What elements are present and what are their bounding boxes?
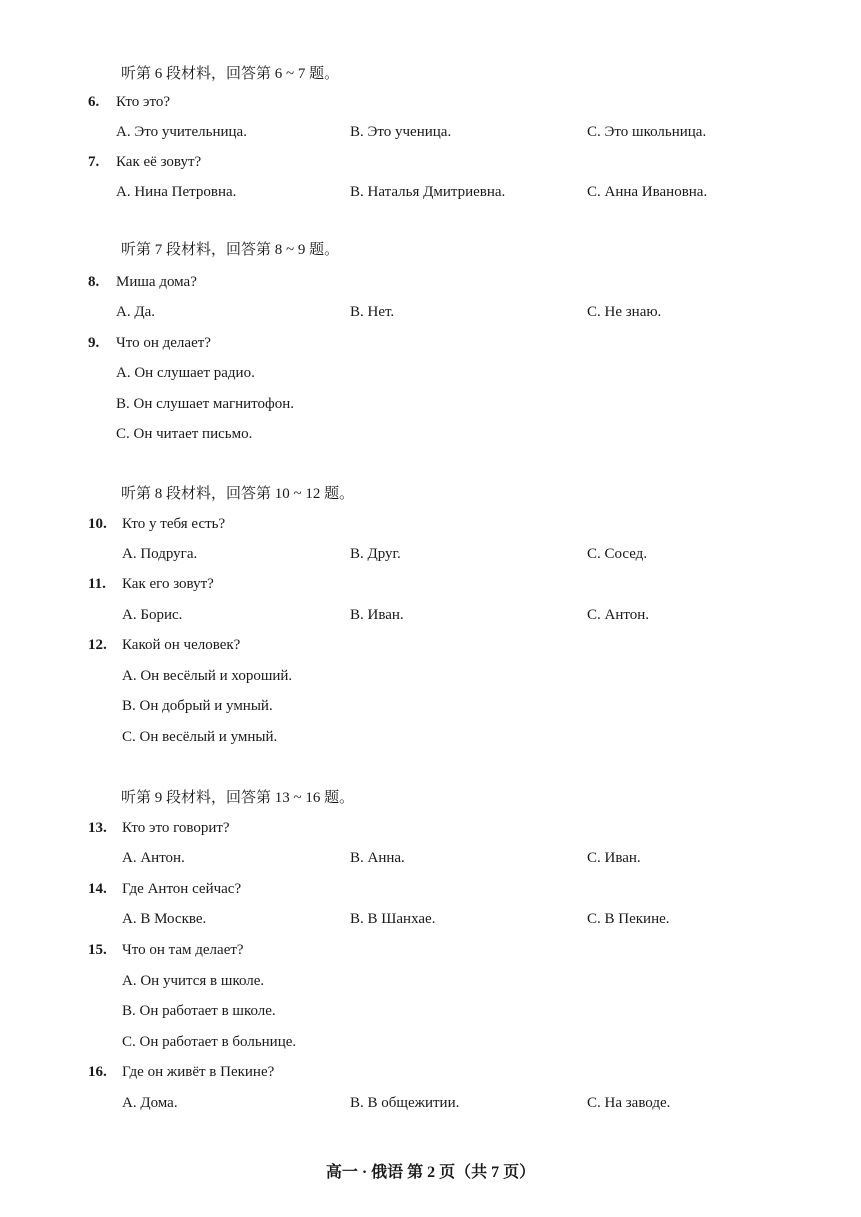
question-text: Как её зовут?: [116, 154, 202, 170]
option-c: C. Он весёлый и умный.: [122, 729, 278, 745]
question-number: 15.: [88, 942, 107, 958]
option-c: C. Анна Ивановна.: [587, 184, 708, 200]
option-a: A. Нина Петровна.: [116, 184, 237, 200]
question-text: Какой он человек?: [122, 637, 241, 653]
option-b: B. В общежитии.: [350, 1095, 460, 1111]
section-header: 听第 8 段材料，回答第 10 ~ 12 题。: [121, 486, 355, 502]
option-c: C. Антон.: [587, 607, 649, 623]
option-a: A. Борис.: [122, 607, 183, 623]
option-c: C. Иван.: [587, 850, 641, 866]
option-b: B. Иван.: [350, 607, 404, 623]
option-b: B. Это ученица.: [350, 124, 452, 140]
question-text: Что он там делает?: [122, 942, 244, 958]
question-number: 6.: [88, 94, 100, 110]
question-text: Где Антон сейчас?: [122, 881, 242, 897]
option-a: A. В Москве.: [122, 911, 207, 927]
question-text: Где он живёт в Пекине?: [122, 1064, 275, 1080]
page-footer: 高一 · 俄语 第 2 页（共 7 页）: [325, 1164, 536, 1181]
question-text: Что он делает?: [116, 335, 211, 351]
option-a: A. Дома.: [122, 1095, 178, 1111]
question-number: 16.: [88, 1064, 107, 1080]
option-a: A. Да.: [116, 304, 155, 320]
question-text: Кто это?: [116, 94, 170, 110]
option-c: C. Он работает в больнице.: [122, 1034, 297, 1050]
question-number: 9.: [88, 335, 100, 351]
option-b: B. Он слушает магнитофон.: [116, 396, 295, 412]
option-b: B. Друг.: [350, 546, 401, 562]
section-header: 听第 6 段材料，回答第 6 ~ 7 题。: [121, 66, 340, 82]
option-b: B. Наталья Дмитриевна.: [350, 184, 506, 200]
question-number: 12.: [88, 637, 107, 653]
option-a: A. Подруга.: [122, 546, 198, 562]
question-number: 7.: [88, 154, 100, 170]
option-c: C. Не знаю.: [587, 304, 662, 320]
option-a: A. Он слушает радио.: [116, 365, 255, 381]
option-c: C. Он читает письмо.: [116, 426, 253, 442]
question-text: Миша дома?: [116, 274, 197, 290]
option-a: A. Он весёлый и хороший.: [122, 668, 293, 684]
question-text: Кто это говорит?: [122, 820, 230, 836]
question-text: Кто у тебя есть?: [122, 516, 226, 532]
question-number: 10.: [88, 516, 107, 532]
option-a: A. Это учительница.: [116, 124, 247, 140]
question-number: 8.: [88, 274, 100, 290]
section-header: 听第 7 段材料，回答第 8 ~ 9 题。: [121, 242, 340, 258]
question-text: Как его зовут?: [122, 576, 214, 592]
option-b: B. Нет.: [350, 304, 395, 320]
option-c: C. Сосед.: [587, 546, 648, 562]
section-header: 听第 9 段材料，回答第 13 ~ 16 题。: [121, 790, 355, 806]
option-b: B. Он добрый и умный.: [122, 698, 273, 714]
option-a: A. Он учится в школе.: [122, 973, 265, 989]
option-b: B. В Шанхае.: [350, 911, 436, 927]
question-number: 14.: [88, 881, 107, 897]
option-b: B. Анна.: [350, 850, 405, 866]
option-c: C. На заводе.: [587, 1095, 671, 1111]
option-c: C. Это школьница.: [587, 124, 707, 140]
option-a: A. Антон.: [122, 850, 185, 866]
option-c: C. В Пекине.: [587, 911, 670, 927]
question-number: 13.: [88, 820, 107, 836]
option-b: B. Он работает в школе.: [122, 1003, 276, 1019]
question-number: 11.: [88, 576, 106, 592]
